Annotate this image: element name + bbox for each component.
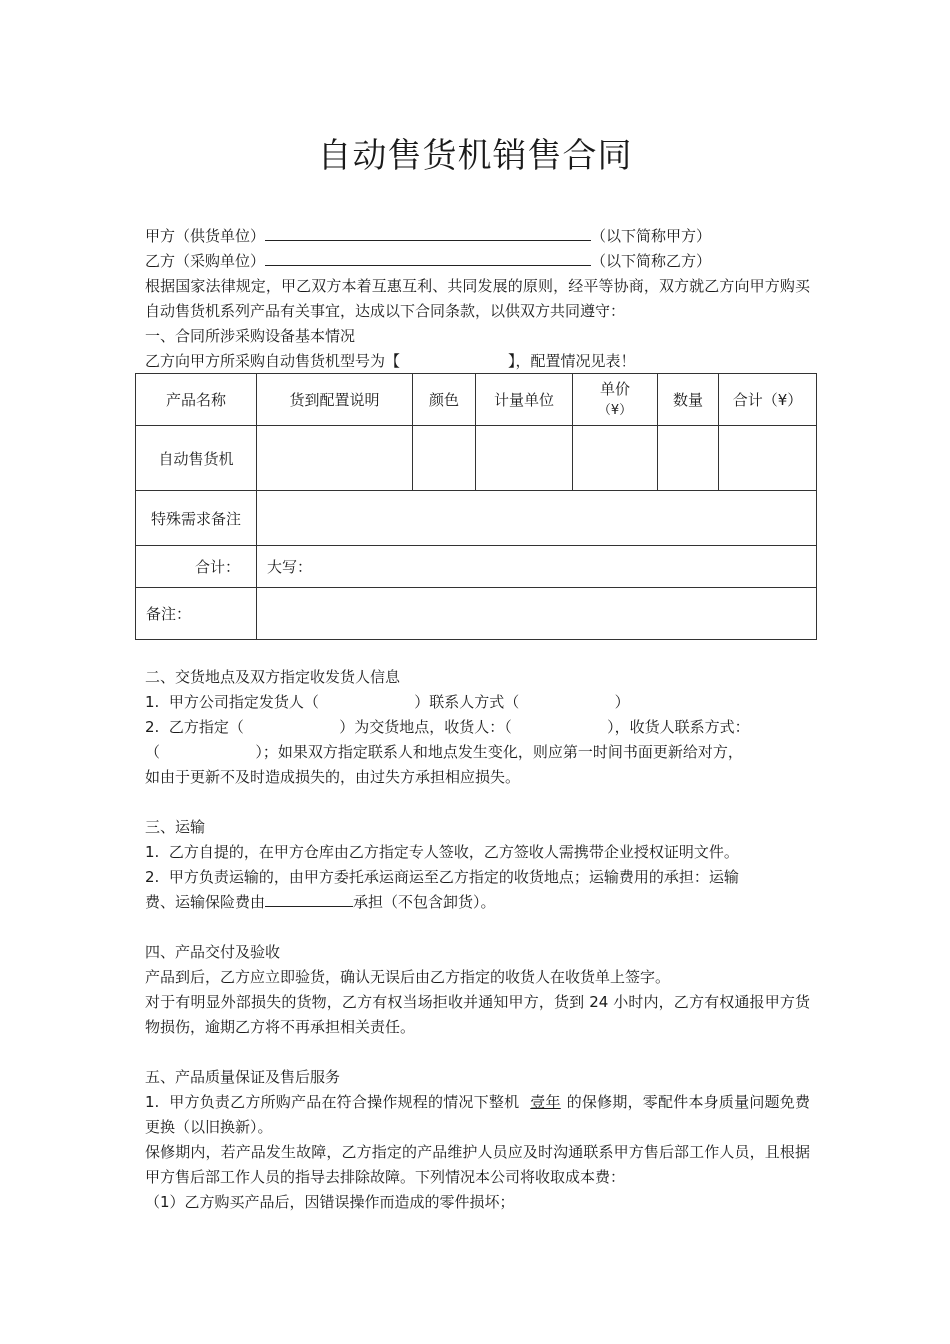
table-header-row [136, 374, 817, 426]
header-unit-price-label: 单价 [599, 379, 630, 398]
header-unit-price [573, 374, 658, 426]
remarks-label: 备注： [136, 588, 257, 640]
intro-paragraph: 根据国家法律规定，甲乙双方本着互惠互利、共同发展的原则，经平等协商，双方就乙方向甲方购买自动售货机系列产品有关事宜，达成以下合同条款，以供双方共同遵守： [145, 277, 810, 320]
contract-body [145, 665, 810, 1215]
remarks-value [257, 588, 817, 640]
section4-heading: 四、产品交付及验收 [145, 943, 281, 961]
party-a-suffix: （以下简称甲方） [591, 227, 712, 245]
warranty-period: 壹年 [530, 1093, 561, 1111]
s3-item2-line2-end: 承担（不包含卸货）。 [353, 893, 496, 911]
party-b-label: 乙方（采购单位） [145, 252, 266, 270]
color-cell [413, 426, 476, 491]
s3-item1: 1. 乙方自提的，在甲方仓库由乙方指定专人签收，乙方签收人需携带企业授权证明文件。 [145, 843, 739, 861]
product-name-cell: 自动售货机 [136, 426, 257, 491]
party-b-line [145, 249, 810, 274]
party-a-blank [265, 225, 591, 241]
s2-item2-line2: （ ）；如果双方指定联系人和地点发生变化，则应第一时间书面更新给对方， [145, 743, 743, 761]
carrier-blank [265, 891, 353, 907]
s3-item2-line2 [145, 890, 810, 915]
grand-total-row [136, 546, 817, 588]
remarks-row [136, 588, 817, 640]
header-unit: 计量单位 [476, 374, 573, 426]
section1-heading: 一、合同所涉采购设备基本情况 [145, 327, 356, 345]
party-a-label: 甲方（供货单位） [145, 227, 266, 245]
special-needs-row [136, 491, 817, 546]
s5-paragraph3: （1）乙方购买产品后，因错误操作而造成的零件损坏； [145, 1193, 515, 1211]
model-line-start: 乙方向甲方所采购自动售货机型号为【 [145, 352, 401, 370]
grand-total-label: 合计： [136, 546, 257, 588]
table-row [136, 426, 817, 491]
s5-item1-start: 1. 甲方负责乙方所购产品在符合操作规程的情况下整机 [145, 1093, 525, 1111]
unit-cell [476, 426, 573, 491]
section3-heading: 三、运输 [145, 818, 206, 836]
total-cell [719, 426, 817, 491]
model-line-end: 】，配置情况见表！ [508, 352, 636, 370]
party-b-blank [265, 250, 591, 266]
grand-total-caps: 大写： [257, 546, 817, 588]
s5-item1-end: 的保修期，零配件本身质量问题免费更换（以旧换新）。 [145, 1093, 810, 1136]
model-line [145, 349, 810, 374]
s3-item2-line1: 2. 甲方负责运输的，由甲方委托承运商运至乙方指定的收货地点；运输费用的承担：运输 [145, 868, 739, 886]
s5-item1 [145, 1090, 810, 1140]
s2-item1: 1. 甲方公司指定发货人（ ）联系人方式（ ） [145, 693, 630, 711]
special-needs-value [257, 491, 817, 546]
header-config: 货到配置说明 [257, 374, 413, 426]
header-product-name: 产品名称 [136, 374, 257, 426]
s4-paragraph1: 产品到后，乙方应立即验货，确认无误后由乙方指定的收货人在收货单上签字。 [145, 968, 671, 986]
s5-paragraph2: 保修期内，若产品发生故障，乙方指定的产品维护人员应及时沟通联系甲方售后部工作人员，且根据甲方售后部工作人员的指导去排除故障。下列情况本公司将收取成本费： [145, 1143, 810, 1186]
unit-price-cell [573, 426, 658, 491]
party-b-suffix: （以下简称乙方） [591, 252, 712, 270]
header-block [145, 224, 810, 374]
party-a-line [145, 224, 810, 249]
quantity-cell [658, 426, 719, 491]
header-total: 合计（¥） [719, 374, 817, 426]
section5-heading: 五、产品质量保证及售后服务 [145, 1068, 341, 1086]
s2-item2-line1: 2. 乙方指定（ ）为交货地点，收货人：（ ），收货人联系方式： [145, 718, 750, 736]
s2-item2-line3: 如由于更新不及时造成损失的，由过失方承担相应损失。 [145, 768, 521, 786]
s3-item2-line2-start: 费、运输保险费由 [145, 893, 266, 911]
s4-paragraph2: 对于有明显外部损失的货物，乙方有权当场拒收并通知甲方，货到 24 小时内，乙方有权通报甲方货物损伤，逾期乙方将不再承担相关责任。 [145, 993, 810, 1036]
header-quantity: 数量 [658, 374, 719, 426]
header-unit-price-currency: （¥） [597, 402, 633, 418]
special-needs-label: 特殊需求备注 [136, 491, 257, 546]
spec-table [135, 373, 817, 640]
section2-heading: 二、交货地点及双方指定收发货人信息 [145, 668, 401, 686]
header-color: 颜色 [413, 374, 476, 426]
config-cell [257, 426, 413, 491]
document-title: 自动售货机销售合同 [317, 136, 633, 176]
